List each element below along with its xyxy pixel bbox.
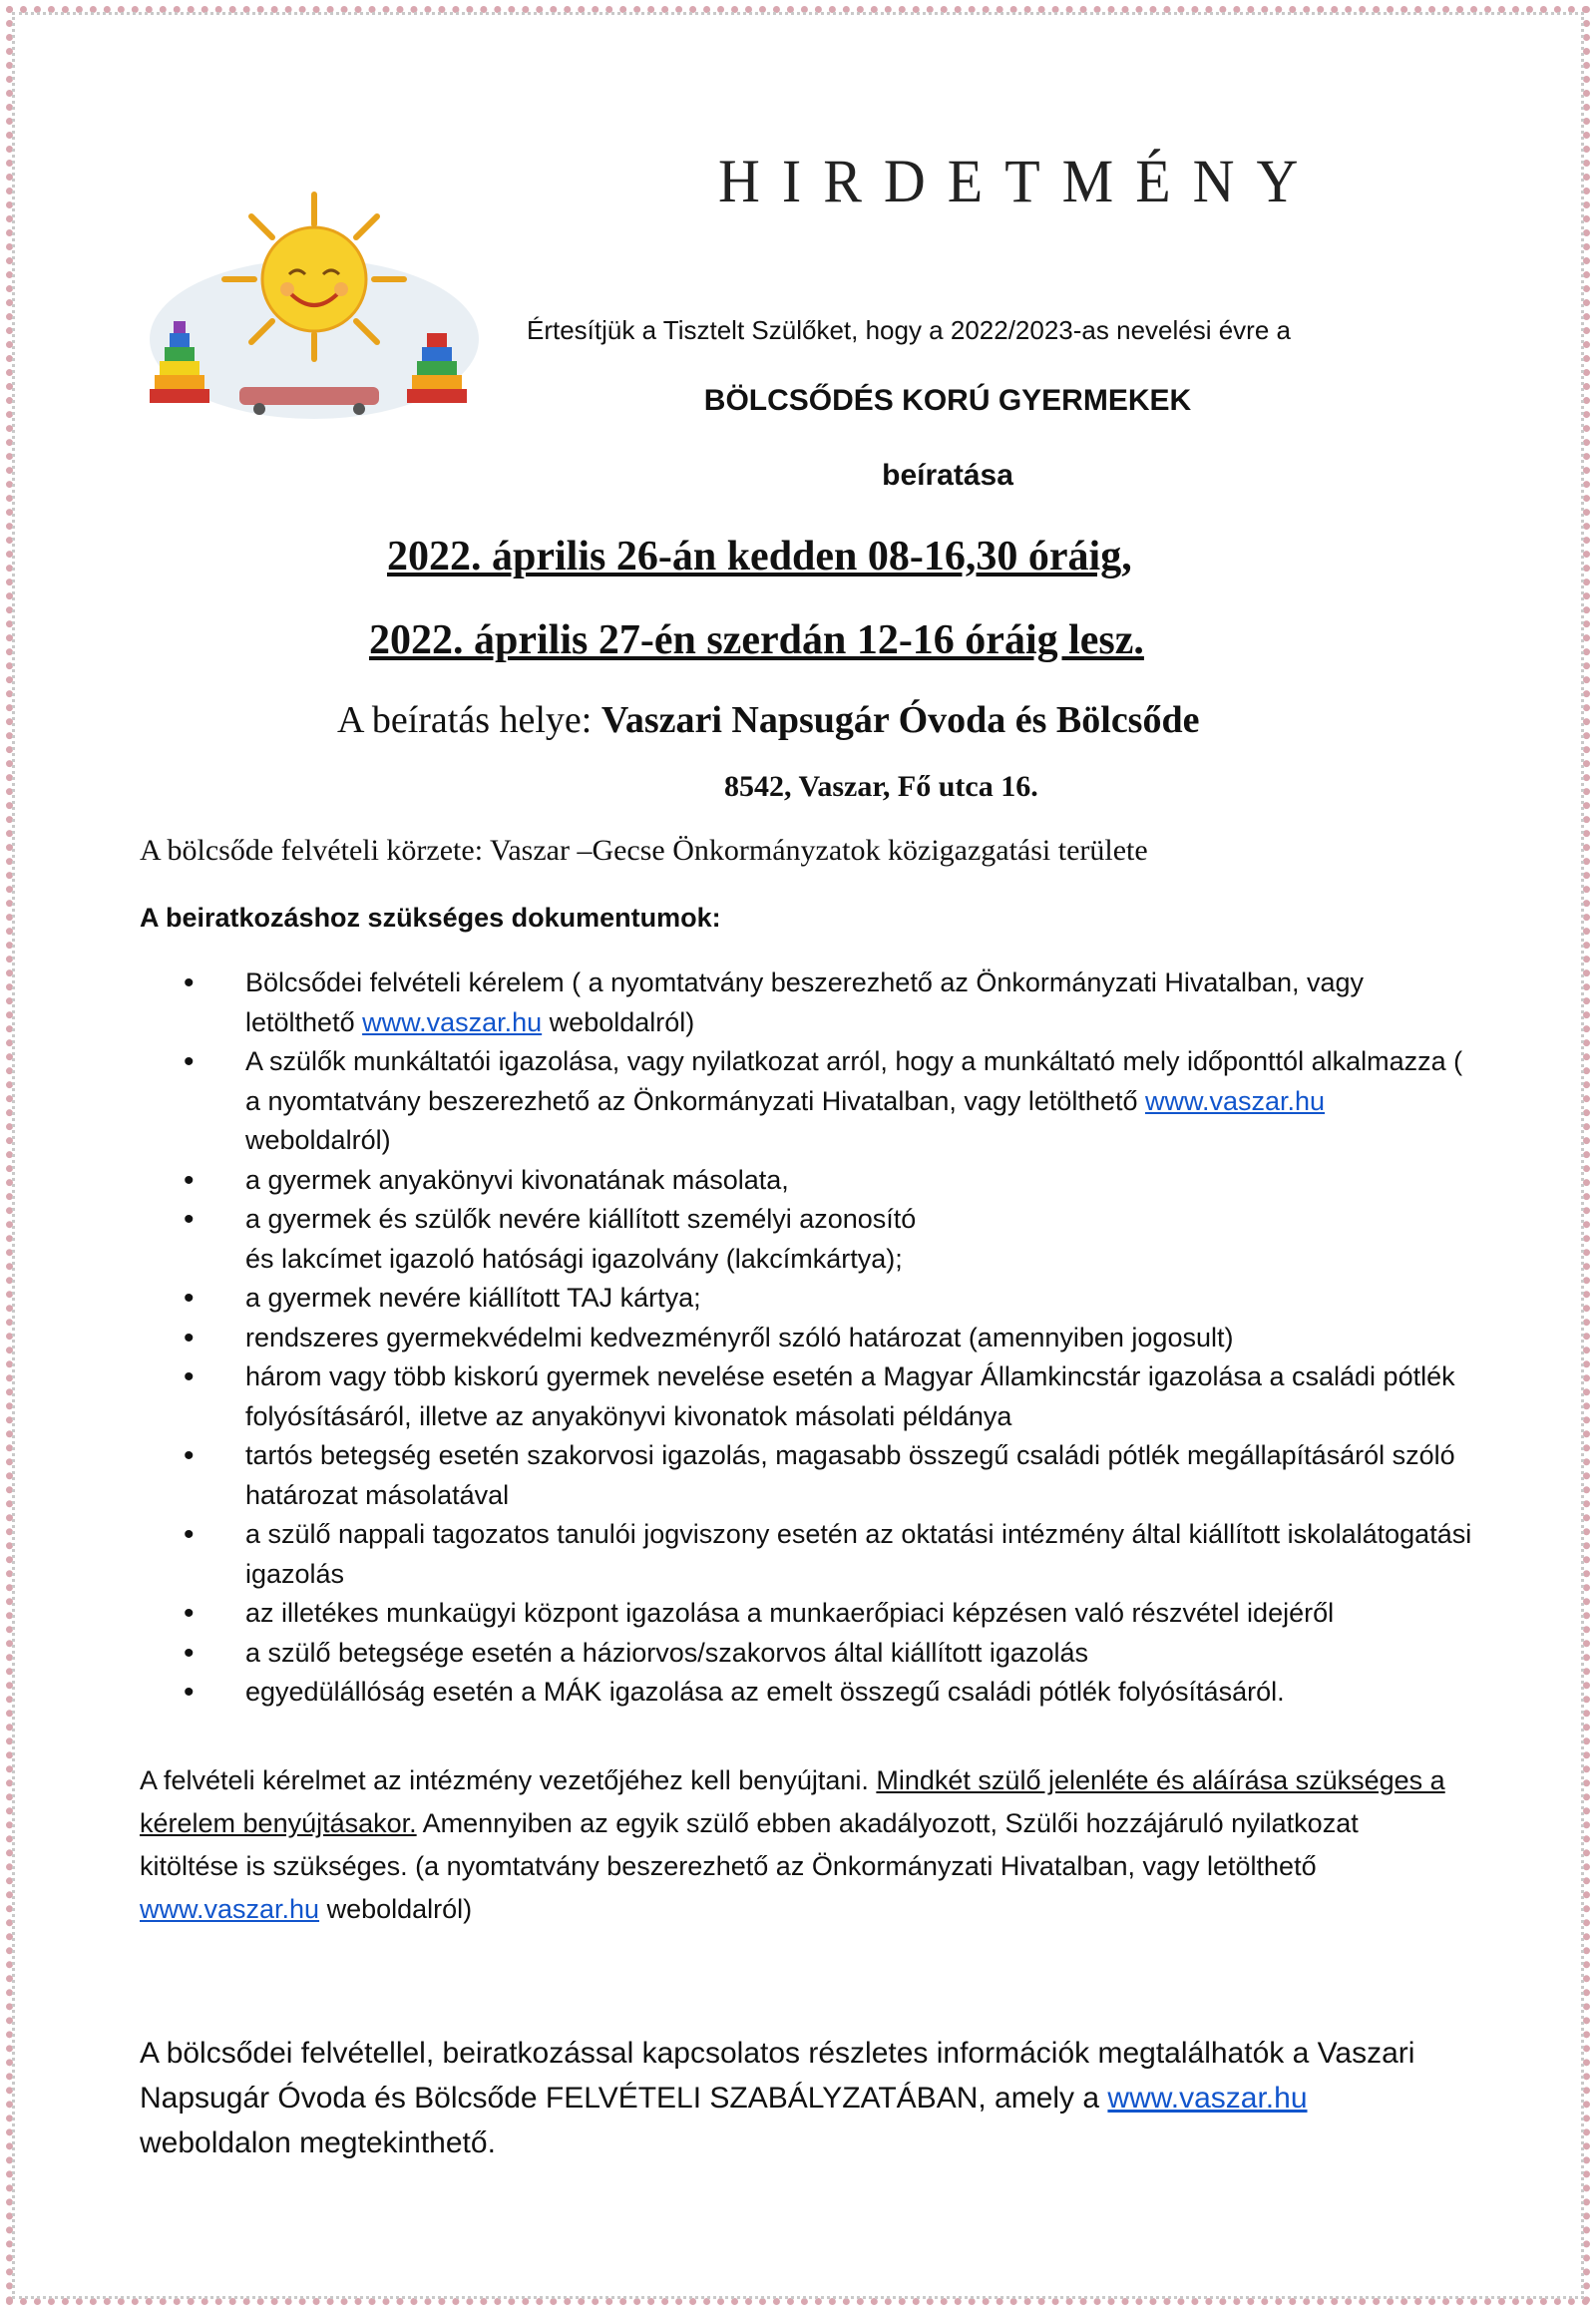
- place-name: Vaszari Napsugár Óvoda és Bölcsőde: [600, 699, 1200, 741]
- date-line-1: 2022. április 26-án kedden 08-16,30 óráig,: [387, 534, 1132, 579]
- list-item: • egyedülállóság esetén a MÁK igazolása az emelt összegű családi pótlék folyósításáról.: [160, 1673, 1476, 1713]
- website-link[interactable]: www.vaszar.hu: [1144, 1085, 1326, 1116]
- list-item: • A szülők munkáltatói igazolása, vagy nyilatkozat arról, hogy a munkáltató mely időponttól alkalmazza ( a nyomtatvány beszerezhető az Önkormányzati Hivatalban, vagy letölthető www.vaszar.hu weboldalról): [160, 1042, 1476, 1161]
- place-label: A beíratás helye:: [337, 699, 601, 741]
- page-title: HIRDETMÉNY: [718, 147, 1321, 215]
- list-item: • három vagy több kiskorú gyermek nevelése esetén a Magyar Államkincstár igazolása a családi pótlék folyósításáról, illetve az anyakönyvi kivonatok másolati példánya: [160, 1357, 1476, 1436]
- documents-heading: A beiratkozáshoz szükséges dokumentumok:: [140, 903, 721, 933]
- list-item: • a gyermek nevére kiállított TAJ kártya;: [160, 1279, 1476, 1319]
- intro-text: Értesítjük a Tisztelt Szülőket, hogy a 2022/2023-as nevelési évre a: [527, 315, 1291, 345]
- enrollment-place: [337, 698, 1199, 742]
- list-item: • a szülő betegsége esetén a háziorvos/szakorvos által kiállított igazolás: [160, 1634, 1476, 1674]
- list-item: • az illetékes munkaügyi központ igazolása a munkaerőpiaci képzésen való részvétel idejéről: [160, 1594, 1476, 1634]
- address: 8542, Vaszar, Fő utca 16.: [724, 770, 1038, 803]
- heading: BÖLCSŐDÉS KORÚ GYERMEKEK: [703, 384, 1192, 417]
- website-link[interactable]: www.vaszar.hu: [1107, 2082, 1308, 2115]
- website-link[interactable]: www.vaszar.hu: [362, 1006, 543, 1037]
- info-paragraph: A bölcsődei felvétellel, beiratkozással kapcsolatos részletes információk megtalálhatók a Vaszari Napsugár Óvoda és Bölcsőde FELVÉTELI SZABÁLYZATÁBAN, amely a www.vaszar.hu weboldalon megtekinthető.: [140, 2037, 1415, 2159]
- list-item: • a gyermek és szülők nevére kiállított személyi azonosító és lakcímet igazoló hatósági igazolvány (lakcímkártya);: [160, 1200, 1476, 1279]
- application-paragraph: A felvételi kérelmet az intézmény vezetőjéhez kell benyújtani. Mindkét szülő jelenléte és aláírása szükséges a kérelem benyújtásakor. Amennyiben az egyik szülő ebben akadályozott, Szülői hozzájáruló nyilatkozat kitöltése is szükséges. (a nyomtatvány beszerezhető az Önkormányzati Hivatalban, vagy letölthető www.vaszar.hu weboldalról): [140, 1765, 1445, 1924]
- list-item: • Bölcsődei felvételi kérelem ( a nyomtatvány beszerezhető az Önkormányzati Hivatalban, vagy letölthető www.vaszar.hu weboldalról): [160, 963, 1476, 1042]
- date-line-2: 2022. április 27-én szerdán 12-16 óráig lesz.: [369, 617, 1144, 663]
- documents-list: [160, 963, 1476, 1713]
- underlined-requirement: Mindkét szülő jelenléte és aláírása szükséges a kérelem benyújtásakor.: [140, 1765, 1445, 1838]
- list-item: • a gyermek anyakönyvi kivonatának másolata,: [160, 1161, 1476, 1201]
- enrollment-zone: A bölcsőde felvételi körzete: Vaszar –Gecse Önkormányzatok közigazgatási területe: [140, 834, 1148, 867]
- list-item: • rendszeres gyermekvédelmi kedvezményről szóló határozat (amennyiben jogosult): [160, 1319, 1476, 1358]
- list-item: • a szülő nappali tagozatos tanulói jogviszony esetén az oktatási intézmény által kiállított iskolalátogatási igazolás: [160, 1515, 1476, 1594]
- website-link[interactable]: www.vaszar.hu: [140, 1894, 320, 1924]
- list-item: • tartós betegség esetén szakorvosi igazolás, magasabb összegű családi pótlék megállapításáról szóló határozat másolatával: [160, 1436, 1476, 1515]
- subheading: beíratása: [882, 459, 1013, 492]
